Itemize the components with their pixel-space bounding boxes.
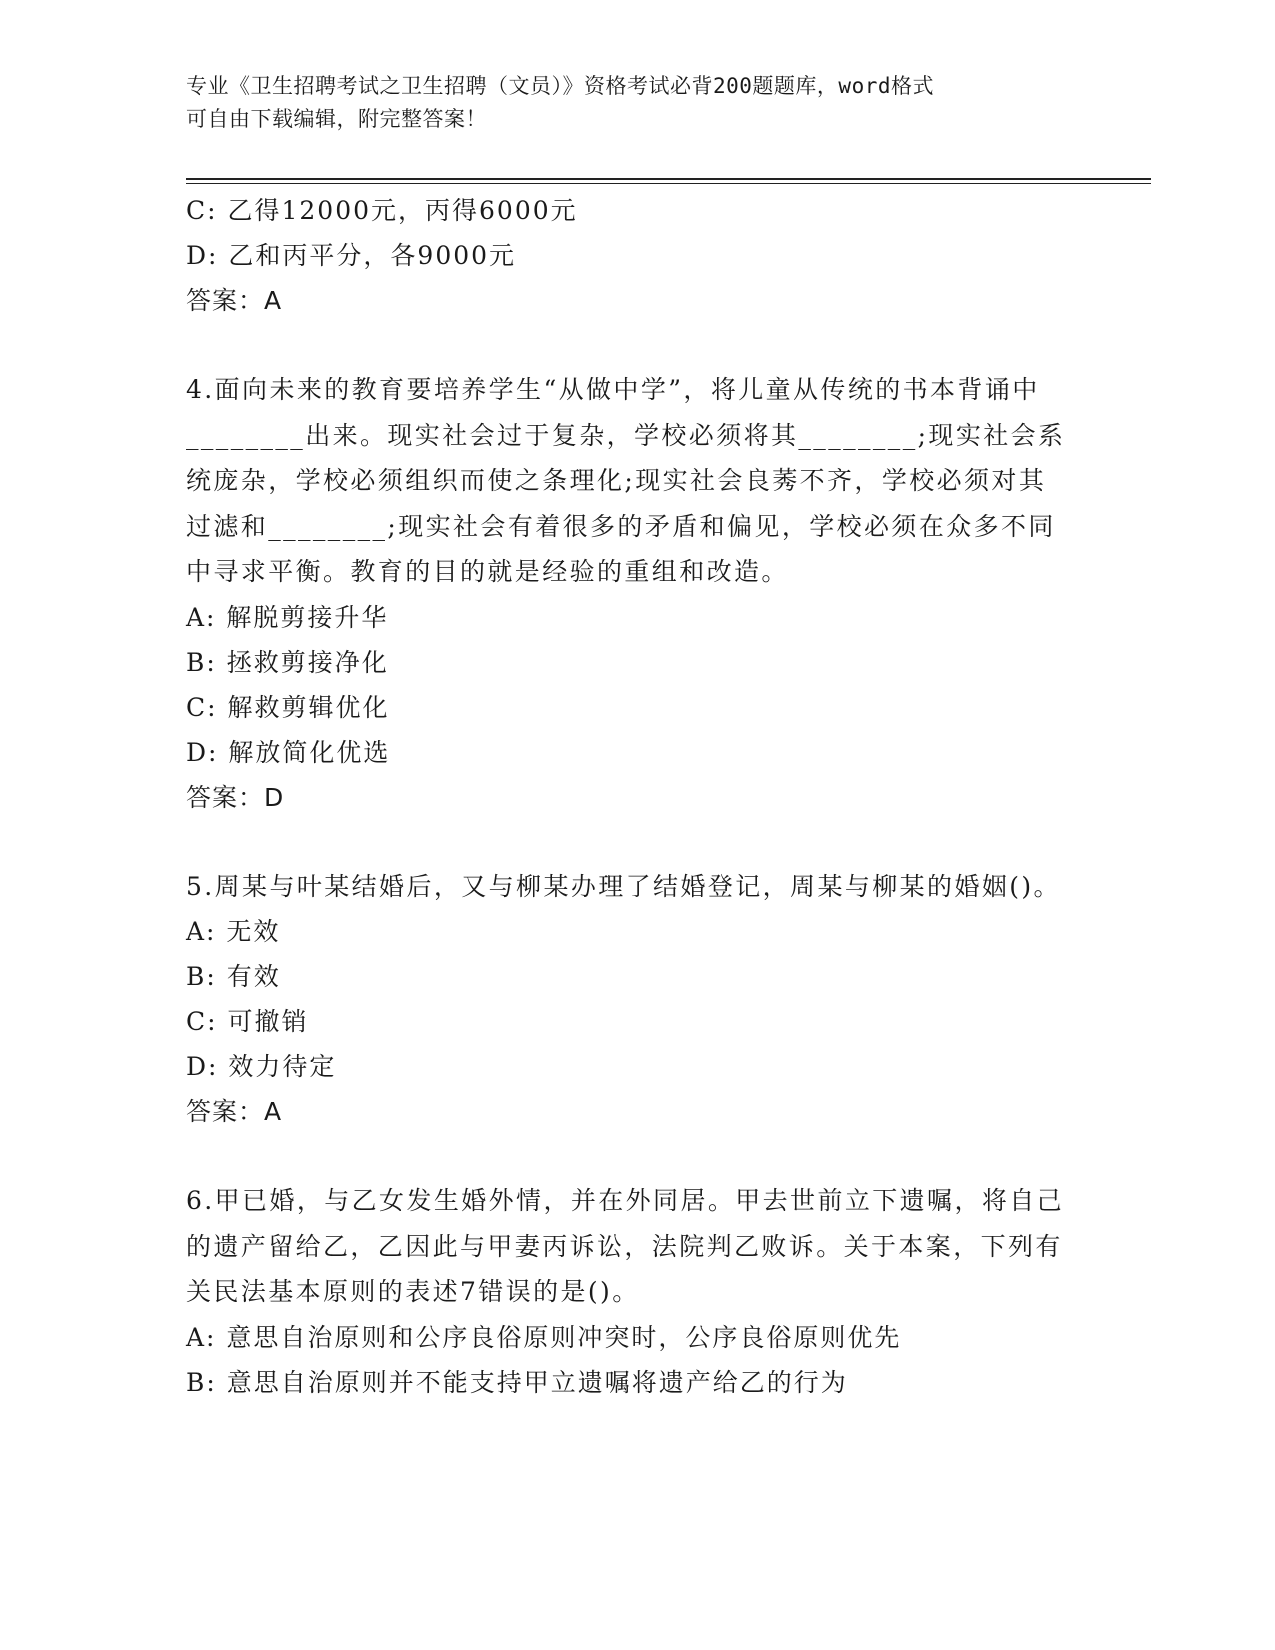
question-3-tail <box>186 188 1086 323</box>
question-6 <box>186 1178 1086 1405</box>
header-line-2: 可自由下载编辑，附完整答案！ <box>186 107 487 131</box>
option-c: C: 乙得12000元，丙得6000元 <box>186 196 578 225</box>
option-c: C: 解救剪辑优化 <box>186 692 390 722</box>
option-d: D: 乙和丙平分，各9000元 <box>186 241 517 270</box>
answer-line: 答案：A <box>186 286 283 315</box>
header-divider-thin <box>186 183 1151 184</box>
answer-line: 答案：A <box>186 1097 283 1126</box>
option-b: B: 意思自治原则并不能支持甲立遗嘱将遗产给乙的行为 <box>186 1367 848 1397</box>
option-d: D: 效力待定 <box>186 1052 337 1081</box>
question-stem: 5.周某与叶某结婚后，又与柳某办理了结婚登记，周某与柳某的婚姻()。 <box>186 871 1061 901</box>
option-a: A: 意思自治原则和公序良俗原则冲突时，公序良俗原则优先 <box>186 1322 902 1352</box>
option-c: C: 可撤销 <box>186 1007 309 1036</box>
option-a: A: 解脱剪接升华 <box>186 602 389 632</box>
header-line-1: 专业《卫生招聘考试之卫生招聘（文员）》资格考试必背200题题库，word格式 <box>186 74 934 98</box>
option-d: D: 解放简化优选 <box>186 737 391 767</box>
option-b: B: 拯救剪接净化 <box>186 647 389 677</box>
question-list <box>186 188 1086 1405</box>
answer-line: 答案：D <box>186 782 285 812</box>
question-stem: 4.面向未来的教育要培养学生“从做中学”，将儿童从传统的书本背诵中________出来。现实社会过于复杂，学校必须将其________;现实社会系统庞杂，学校必须组织而使之条理化;现实社会良莠不齐，学校必须对其过滤和________;现实社会有着很多的矛盾和偏见，学校必须在众多不同中寻求平衡。教育的目的就是经验的重组和改造。 <box>186 375 1066 586</box>
option-b: B: 有效 <box>186 962 281 991</box>
question-5 <box>186 864 1086 1135</box>
option-a: A: 无效 <box>186 917 281 946</box>
question-4 <box>186 367 1086 820</box>
question-stem: 6.甲已婚，与乙女发生婚外情，并在外同居。甲去世前立下遗嘱，将自己的遗产留给乙，乙因此与甲妻丙诉讼，法院判乙败诉。关于本案，下列有关民法基本原则的表述7错误的是()。 <box>186 1186 1065 1306</box>
header-divider-thick <box>186 178 1151 180</box>
document-header <box>186 70 1086 136</box>
